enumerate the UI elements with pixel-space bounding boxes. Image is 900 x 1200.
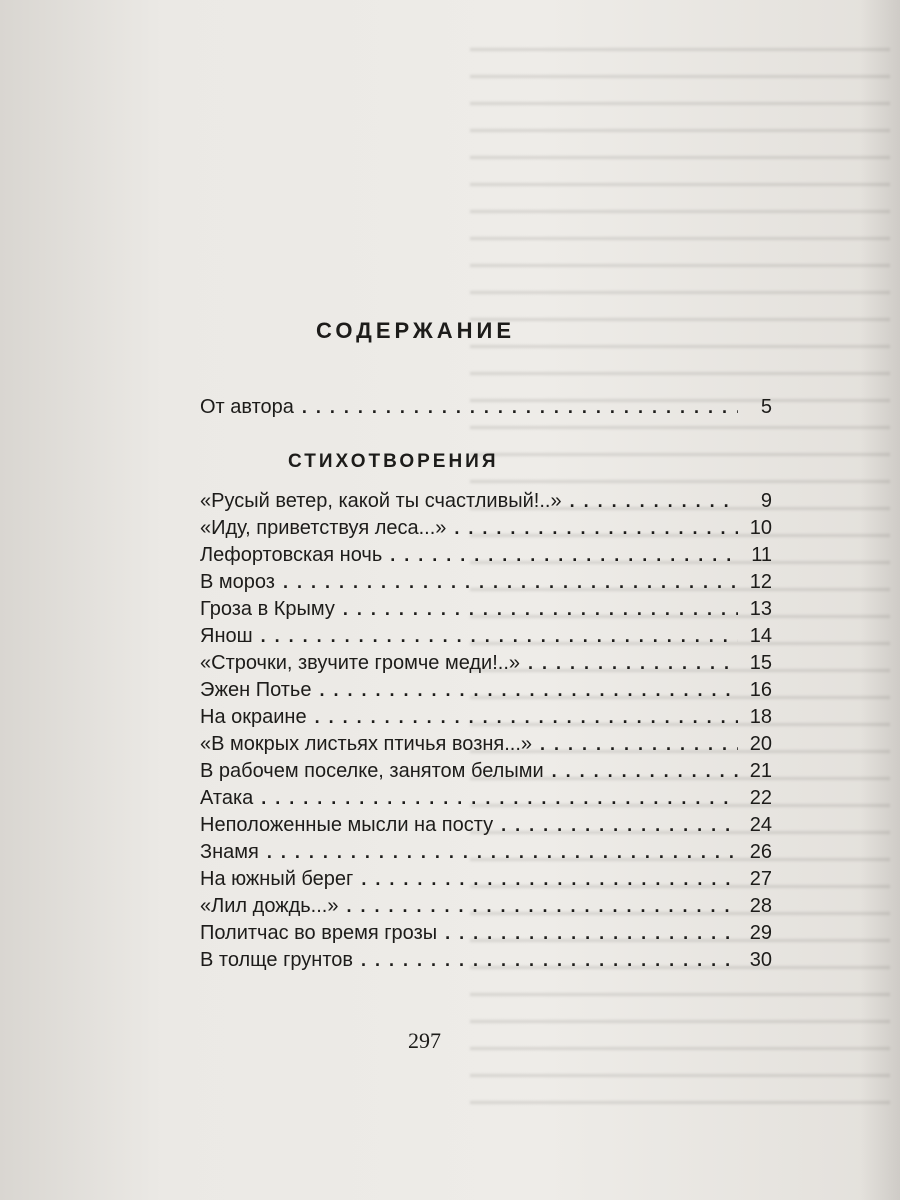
toc-entry: [200, 920, 772, 947]
toc-entry-page: 22: [749, 787, 772, 809]
toc-entry: [200, 704, 772, 731]
dot-leader: [315, 704, 738, 731]
dot-leader: [454, 515, 738, 542]
dot-leader: [501, 812, 738, 839]
toc-entry-page: 10: [749, 517, 772, 539]
toc-entry-page: 21: [749, 760, 772, 782]
dot-leader: [445, 920, 738, 947]
toc-entry-title: На окраине: [200, 706, 307, 728]
toc-entry-page: 26: [749, 841, 772, 863]
dot-leader: [361, 866, 738, 893]
toc-entry-title: От автора: [200, 396, 294, 418]
toc-entry-page: 18: [749, 706, 772, 728]
toc-entry: [200, 569, 772, 596]
section-heading-poems: СТИХОТВОРЕНИЯ: [288, 451, 499, 472]
toc-entry-page: 30: [749, 949, 772, 971]
toc-entry-page: 13: [749, 598, 772, 620]
toc-entry-page: 14: [749, 625, 772, 647]
toc-entry: [200, 866, 772, 893]
dot-leader: [540, 731, 738, 758]
toc-entry-page: 5: [760, 396, 772, 418]
toc-entry-title: В рабочем поселке, занятом белыми: [200, 760, 544, 782]
toc-entry: [200, 785, 772, 812]
toc-entry-title: В мороз: [200, 571, 275, 593]
toc-entry-page: 28: [749, 895, 772, 917]
toc-entry-title: «В мокрых листьях птичья возня...»: [200, 733, 533, 755]
toc-entry-page: 24: [749, 814, 772, 836]
toc-entry-page: 16: [749, 679, 772, 701]
toc-entry-title: Гроза в Крыму: [200, 598, 335, 620]
toc-entry: [200, 623, 772, 650]
dot-leader: [552, 758, 738, 785]
dot-leader: [346, 893, 738, 920]
dot-leader: [261, 623, 738, 650]
dot-leader: [261, 785, 738, 812]
toc-entry-title: «Русый ветер, какой ты счастливый!..»: [200, 490, 562, 512]
toc-entry: [200, 893, 772, 920]
dot-leader: [267, 839, 738, 866]
toc-entry-title: «Строчки, звучите громче меди!..»: [200, 652, 521, 674]
toc-entry: [200, 677, 772, 704]
toc-entry-page: 29: [749, 922, 772, 944]
toc-entry: [200, 542, 772, 569]
toc-entry-page: 12: [749, 571, 772, 593]
page-edge-shadow: [860, 0, 900, 1200]
toc-entry-title: Янош: [200, 625, 253, 647]
toc-entry-page: 11: [751, 544, 772, 566]
dot-leader: [528, 650, 738, 677]
toc-entry-page: 20: [749, 733, 772, 755]
toc-entry-title: Знамя: [200, 841, 259, 863]
toc-entry: [200, 812, 772, 839]
dot-leader: [283, 569, 738, 596]
toc-entry-title: Неположенные мысли на посту: [200, 814, 494, 836]
dot-leader: [302, 394, 738, 421]
dot-leader: [390, 542, 738, 569]
page-number: 297: [408, 1028, 441, 1053]
contents-heading: СОДЕРЖАНИЕ: [316, 318, 516, 343]
toc-entry-page: 27: [749, 868, 772, 890]
toc-entry: [200, 839, 772, 866]
toc-entry-title: «Лил дождь...»: [200, 895, 339, 917]
toc-entry-title: В толще грунтов: [200, 949, 354, 971]
toc-entry-title: Политчас во время грозы: [200, 922, 438, 944]
dot-leader: [343, 596, 738, 623]
toc-entry-title: Эжен Потье: [200, 679, 312, 701]
toc-entry: [200, 650, 772, 677]
toc-entry-page: 15: [749, 652, 772, 674]
dot-leader: [361, 947, 738, 974]
toc-entry: [200, 947, 772, 974]
dot-leader: [319, 677, 738, 704]
toc-entry-page: 9: [760, 490, 772, 512]
dot-leader: [570, 488, 738, 515]
toc-entry-title: Атака: [200, 787, 254, 809]
toc-entry-title: Лефортовская ночь: [200, 544, 383, 566]
toc-entry: [200, 758, 772, 785]
toc-list: [200, 488, 772, 974]
toc-entry-title: На южный берег: [200, 868, 354, 890]
toc-entry: [200, 488, 772, 515]
toc-entry: [200, 515, 772, 542]
preface-entry: [200, 394, 772, 421]
toc-entry: [200, 731, 772, 758]
toc-entry-title: «Иду, приветствуя леса...»: [200, 517, 447, 539]
toc-entry: [200, 596, 772, 623]
